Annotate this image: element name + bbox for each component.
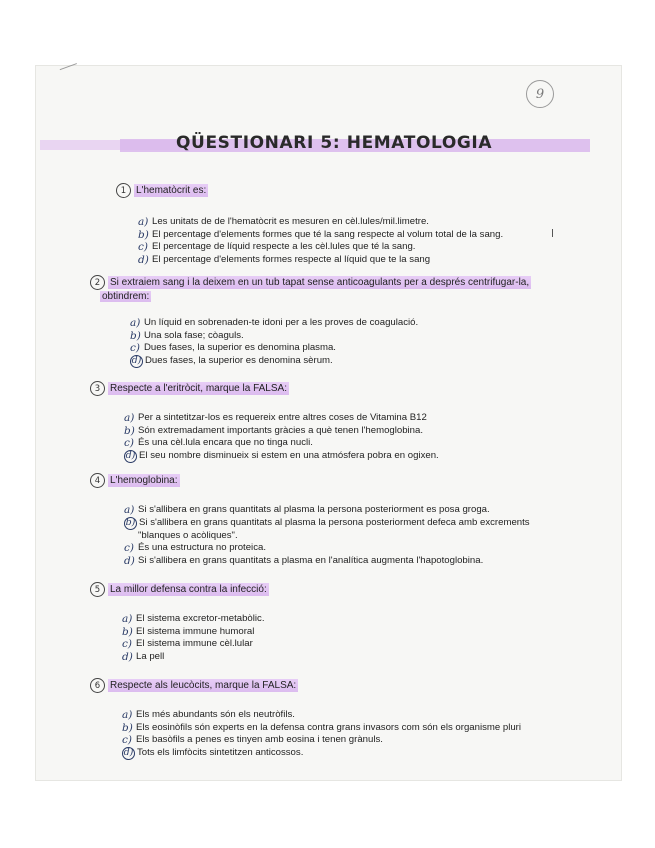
option-b [124, 517, 530, 530]
option-letter: a) [122, 613, 133, 625]
option-letter-circled: d) [123, 746, 134, 758]
option-b [138, 229, 503, 242]
option-letter: c) [122, 734, 132, 746]
option-letter: c) [138, 241, 148, 253]
option-text: Per a sintetitzar-los es requereix entre altres coses de Vitamina B12 [138, 412, 427, 423]
option-d [130, 355, 531, 368]
option-c [124, 437, 439, 450]
option-text: El sistema excretor-metabòlic. [136, 613, 265, 624]
option-letter: c) [122, 638, 132, 650]
option-letter: b) [138, 228, 149, 241]
question-2 [90, 275, 531, 368]
question-text: L'hematòcrit es: [136, 185, 207, 196]
option-letter: d) [122, 650, 133, 663]
question-3 [90, 381, 439, 463]
option-text: És una cèl.lula encara que no tinga nucli. [138, 437, 313, 448]
options [122, 709, 521, 760]
option-text: És una estructura no proteica. [138, 542, 266, 553]
option-text: Els basòfils a penes es tinyen amb eosina i tenen grànuls. [136, 734, 383, 745]
question-6 [90, 678, 521, 760]
option-letter: b) [122, 721, 133, 734]
option-b [124, 425, 439, 438]
question-text-continued: obtindrem: [102, 291, 150, 302]
question-number: 3 [90, 381, 105, 396]
option-text: Dues fases, la superior es denomina plasma. [144, 342, 336, 353]
option-letter: b) [130, 329, 141, 342]
option-c [122, 638, 269, 651]
option-text: El percentage d'elements formes que té la sang respecte al volum total de la sang. [152, 228, 504, 240]
option-a [124, 504, 530, 517]
option-d [122, 747, 521, 760]
option-a [130, 317, 531, 330]
question-number: 4 [90, 473, 105, 488]
option-text: Dues fases, la superior es denomina sèrum. [145, 354, 333, 366]
option-letter-circled: d) [125, 449, 136, 461]
option-text: Un líquid en sobrenaden-te idoni per a les proves de coagulació. [144, 317, 419, 328]
option-text: Els eosinòfils són experts en la defensa contra grans invasors com són els organisme pluri [136, 721, 522, 733]
option-text: Són extremadament importants gràcies a què tenen l'hemoglobina. [138, 424, 424, 436]
option-letter: c) [130, 342, 140, 354]
option-text: El percentage de líquid respecte a les cèl.lules que té la sang. [152, 241, 416, 252]
option-letter: a) [130, 317, 141, 329]
option-text: Tots els limfòcits sintetitzen anticossos. [137, 746, 304, 758]
options [138, 216, 503, 266]
question-4 [90, 473, 530, 567]
option-a [122, 709, 521, 722]
question-5 [90, 582, 269, 663]
option-letter: d) [138, 253, 149, 266]
option-text: Si s'allibera en grans quantitats a plasma en l'analítica augmenta l'hapotoglobina. [138, 554, 484, 566]
question-1 [116, 183, 503, 266]
option-text: El percentage d'elements formes respecte al líquid que te la sang [152, 253, 431, 265]
question-text: L'hemoglobina: [110, 475, 178, 486]
question-number: 2 [90, 275, 105, 290]
option-letter: c) [124, 437, 134, 449]
option-letter: a) [122, 709, 133, 721]
question-text: Si extraiem sang i la deixem en un tub tapat sense anticoagulants per a després centrifugar-la, [110, 277, 530, 288]
option-letter: d) [124, 554, 135, 567]
option-text: "blanques o acòliques". [138, 529, 238, 541]
question-text: Respecte a l'eritròcit, marque la FALSA: [110, 383, 287, 394]
option-text: La pell [136, 650, 165, 662]
option-c [124, 542, 530, 555]
options [122, 613, 269, 663]
option-a [124, 412, 439, 425]
option-letter-circled: d) [131, 354, 142, 366]
option-text: El sistema immune cèl.lular [136, 638, 253, 649]
question-number: 1 [116, 183, 131, 198]
question-number: 5 [90, 582, 105, 597]
question-number: 6 [90, 678, 105, 693]
option-a [122, 613, 269, 626]
option-c [122, 734, 521, 747]
option-b-continued [124, 530, 530, 543]
option-letter: b) [122, 625, 133, 638]
option-letter: a) [124, 412, 135, 424]
option-text: Si s'allibera en grans quantitats al plasma la persona posteriorment defeca amb excrements [139, 516, 530, 528]
option-c [130, 342, 531, 355]
option-letter: c) [124, 542, 134, 554]
question-text: La millor defensa contra la infecció: [110, 584, 267, 595]
option-b [122, 626, 269, 639]
option-b [122, 722, 521, 735]
option-d [122, 651, 269, 664]
option-letter: a) [138, 216, 149, 228]
option-a [138, 216, 503, 229]
option-letter: b) [124, 424, 135, 437]
options [130, 317, 531, 368]
option-c [138, 241, 503, 254]
question-text: Respecte als leucòcits, marque la FALSA: [110, 680, 297, 691]
option-d [138, 254, 503, 267]
options [124, 412, 439, 463]
option-letter-circled: b) [125, 516, 136, 528]
option-text: El seu nombre disminueix si estem en una atmósfera pobra en ogixen. [139, 449, 439, 461]
option-d [124, 450, 439, 463]
option-text: Les unitats de de l'hematòcrit es mesuren en cèl.lules/mil.limetre. [152, 216, 429, 227]
option-text: Els més abundants són els neutròfils. [136, 709, 295, 720]
option-text: El sistema immune humoral [136, 625, 255, 637]
option-d [124, 555, 530, 568]
option-letter: a) [124, 504, 135, 516]
pen-mark [552, 229, 553, 237]
page-title: QÜESTIONARI 5: HEMATOLOGIA [176, 133, 493, 153]
options [124, 504, 530, 567]
page-number: 9 [526, 80, 554, 108]
option-text: Si s'allibera en grans quantitats al plasma la persona posteriorment es posa groga. [138, 504, 490, 515]
option-text: Una sola fase; còaguls. [144, 329, 244, 341]
option-b [130, 330, 531, 343]
